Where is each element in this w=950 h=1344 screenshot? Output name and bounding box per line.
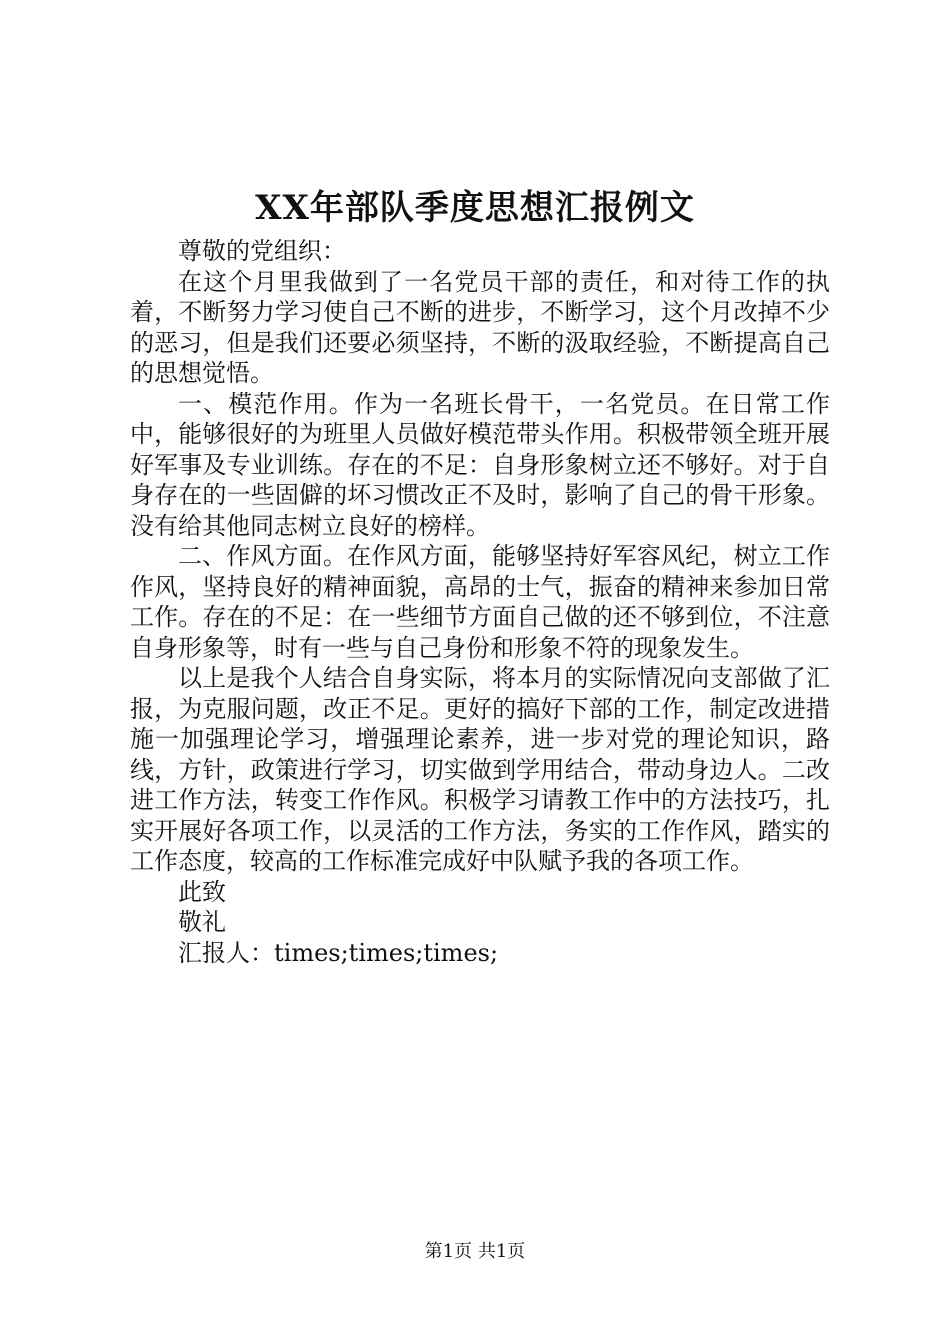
signature-line: 汇报人：times;times;times; — [178, 938, 499, 967]
closing-line-1: 此致 — [178, 877, 226, 906]
paragraph-intro: 在这个月里我做到了一名党员干部的责任，和对待工作的执着，不断努力学习使自己不断的进步，不断学习，这个月改掉不少的恶习，但是我们还要必须坚持，不断的汲取经验，不断提高自己的思想觉悟。 — [130, 267, 830, 387]
paragraph-exemplary-role: 一、模范作用。作为一名班长骨干，一名党员。在日常工作中，能够很好的为班里人员做好模范带头作用。积极带领全班开展好军事及专业训练。存在的不足：自身形象树立还不够好。对于自身存在的一些固僻的坏习惯改正不及时，影响了自己的骨干形象。没有给其他同志树立良好的榜样。 — [130, 389, 830, 540]
page-footer: 第1页 共1页 — [424, 1241, 526, 1262]
paragraph-work-style: 二、作风方面。在作风方面，能够坚持好军容风纪，树立工作作风，坚持良好的精神面貌，高昂的士气，振奋的精神来参加日常工作。存在的不足：在一些细节方面自己做的还不够到位，不注意自身形象等，时有一些与自己身份和形象不符的现象发生。 — [130, 542, 830, 662]
salutation: 尊敬的党组织： — [178, 237, 346, 265]
paragraph-summary: 以上是我个人结合自身实际，将本月的实际情况向支部做了汇报，为克服问题，改正不足。更好的搞好下部的工作，制定改进措施一加强理论学习，增强理论素养，进一步对党的理论知识，路线，方针，政策进行学习，切实做到学用结合，带动身边人。二改进工作方法，转变工作作风。积极学习请教工作中的方法技巧，扎实开展好各项工作，以灵活的工作方法，务实的工作作风，踏实的工作态度，较高的工作标准完成好中队赋予我的各项工作。 — [130, 664, 830, 875]
document-title: XX年部队季度思想汇报例文 — [255, 188, 695, 228]
document-body — [130, 236, 830, 968]
closing-line-2: 敬礼 — [178, 908, 226, 936]
